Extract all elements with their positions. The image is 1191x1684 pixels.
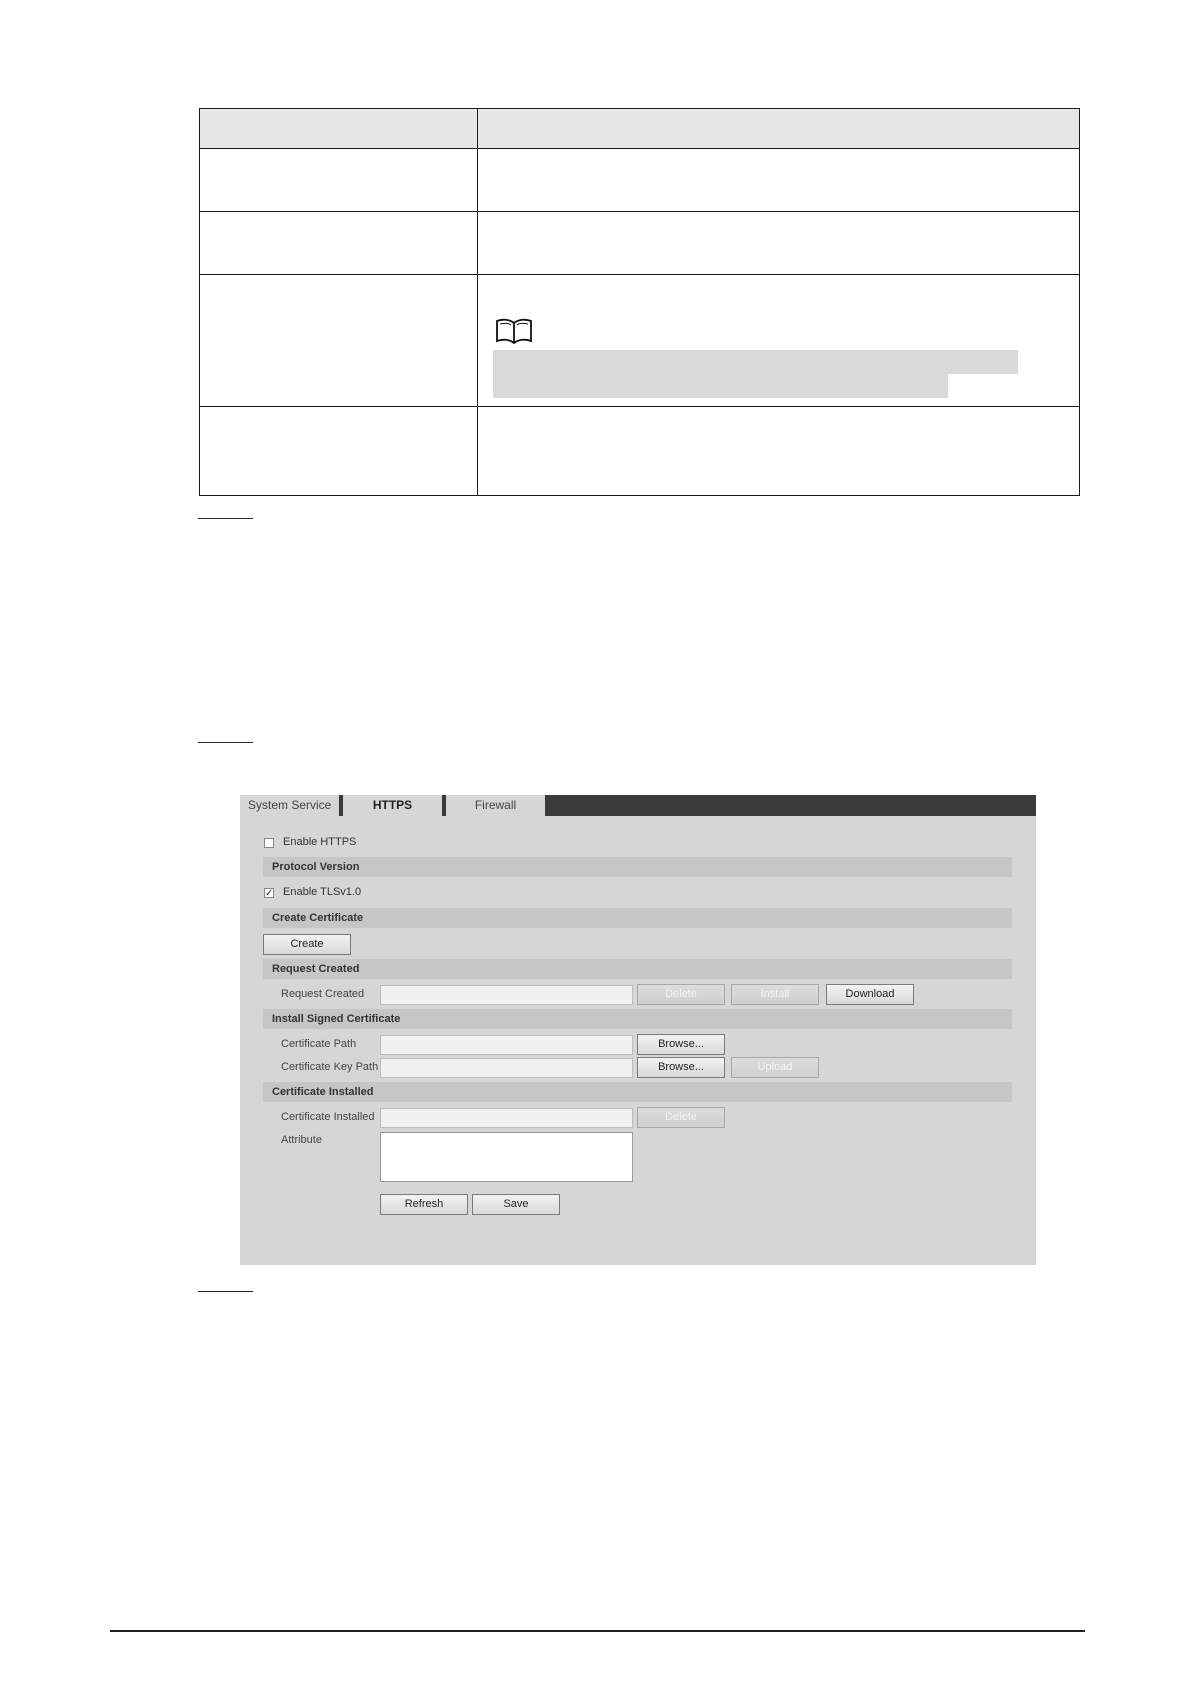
- certificate-installed-label: Certificate Installed: [281, 1111, 375, 1123]
- certificate-key-path-field[interactable]: [380, 1058, 633, 1078]
- tab-bar: [240, 795, 1036, 816]
- certificate-path-field[interactable]: [380, 1035, 633, 1055]
- table-row: [200, 149, 1080, 212]
- book-note-icon: [495, 317, 533, 345]
- parameter-table: [199, 108, 1080, 496]
- enable-tls-checkbox[interactable]: ✓: [265, 888, 274, 899]
- section-protocol-version: Protocol Version: [263, 857, 1012, 877]
- section-certificate-installed: Certificate Installed: [263, 1082, 1012, 1102]
- table-cell: [478, 275, 1080, 407]
- upload-button[interactable]: Upload: [731, 1057, 819, 1078]
- table-cell: [478, 407, 1080, 496]
- step-marker: [198, 742, 253, 743]
- section-request-created: Request Created: [263, 959, 1012, 979]
- table-header-cell: [200, 109, 478, 149]
- delete-certificate-button[interactable]: Delete: [637, 1107, 725, 1128]
- attribute-label: Attribute: [281, 1134, 322, 1146]
- table-cell: [200, 275, 478, 407]
- section-create-certificate: Create Certificate: [263, 908, 1012, 928]
- create-button[interactable]: Create: [263, 934, 351, 955]
- certificate-installed-field[interactable]: [380, 1108, 633, 1128]
- table-cell: [478, 212, 1080, 275]
- table-row: [200, 212, 1080, 275]
- request-created-label: Request Created: [281, 988, 365, 1000]
- delete-request-button[interactable]: Delete: [637, 984, 725, 1005]
- table-cell: [200, 407, 478, 496]
- note-highlight: [493, 350, 1018, 374]
- table-cell: [478, 149, 1080, 212]
- request-created-field[interactable]: [380, 985, 633, 1005]
- table-row: [200, 275, 1080, 407]
- save-button[interactable]: Save: [472, 1194, 560, 1215]
- page-footer-rule: [110, 1630, 1085, 1632]
- download-button[interactable]: Download: [826, 984, 914, 1005]
- section-install-signed-certificate: Install Signed Certificate: [263, 1009, 1012, 1029]
- attribute-textarea[interactable]: [380, 1132, 633, 1182]
- install-button[interactable]: Install: [731, 984, 819, 1005]
- refresh-button[interactable]: Refresh: [380, 1194, 468, 1215]
- step-marker: [198, 1291, 253, 1292]
- certificate-key-path-label: Certificate Key Path: [281, 1061, 379, 1073]
- note-highlight: [493, 374, 948, 398]
- table-cell: [200, 212, 478, 275]
- browse-key-button[interactable]: Browse...: [637, 1057, 725, 1078]
- table-cell: [200, 149, 478, 212]
- browse-certificate-button[interactable]: Browse...: [637, 1034, 725, 1055]
- tab-https[interactable]: HTTPS: [343, 795, 442, 816]
- table-header-row: [200, 109, 1080, 149]
- enable-https-label: Enable HTTPS: [283, 836, 357, 848]
- https-config-panel: [240, 795, 1036, 1265]
- enable-tls-label: Enable TLSv1.0: [283, 886, 362, 898]
- table-header-cell: [478, 109, 1080, 149]
- tab-firewall[interactable]: Firewall: [446, 795, 545, 816]
- tab-system-service[interactable]: System Service: [240, 795, 339, 816]
- certificate-path-label: Certificate Path: [281, 1038, 357, 1050]
- step-marker: [198, 518, 253, 519]
- enable-https-checkbox[interactable]: [264, 838, 274, 848]
- table-row: [200, 407, 1080, 496]
